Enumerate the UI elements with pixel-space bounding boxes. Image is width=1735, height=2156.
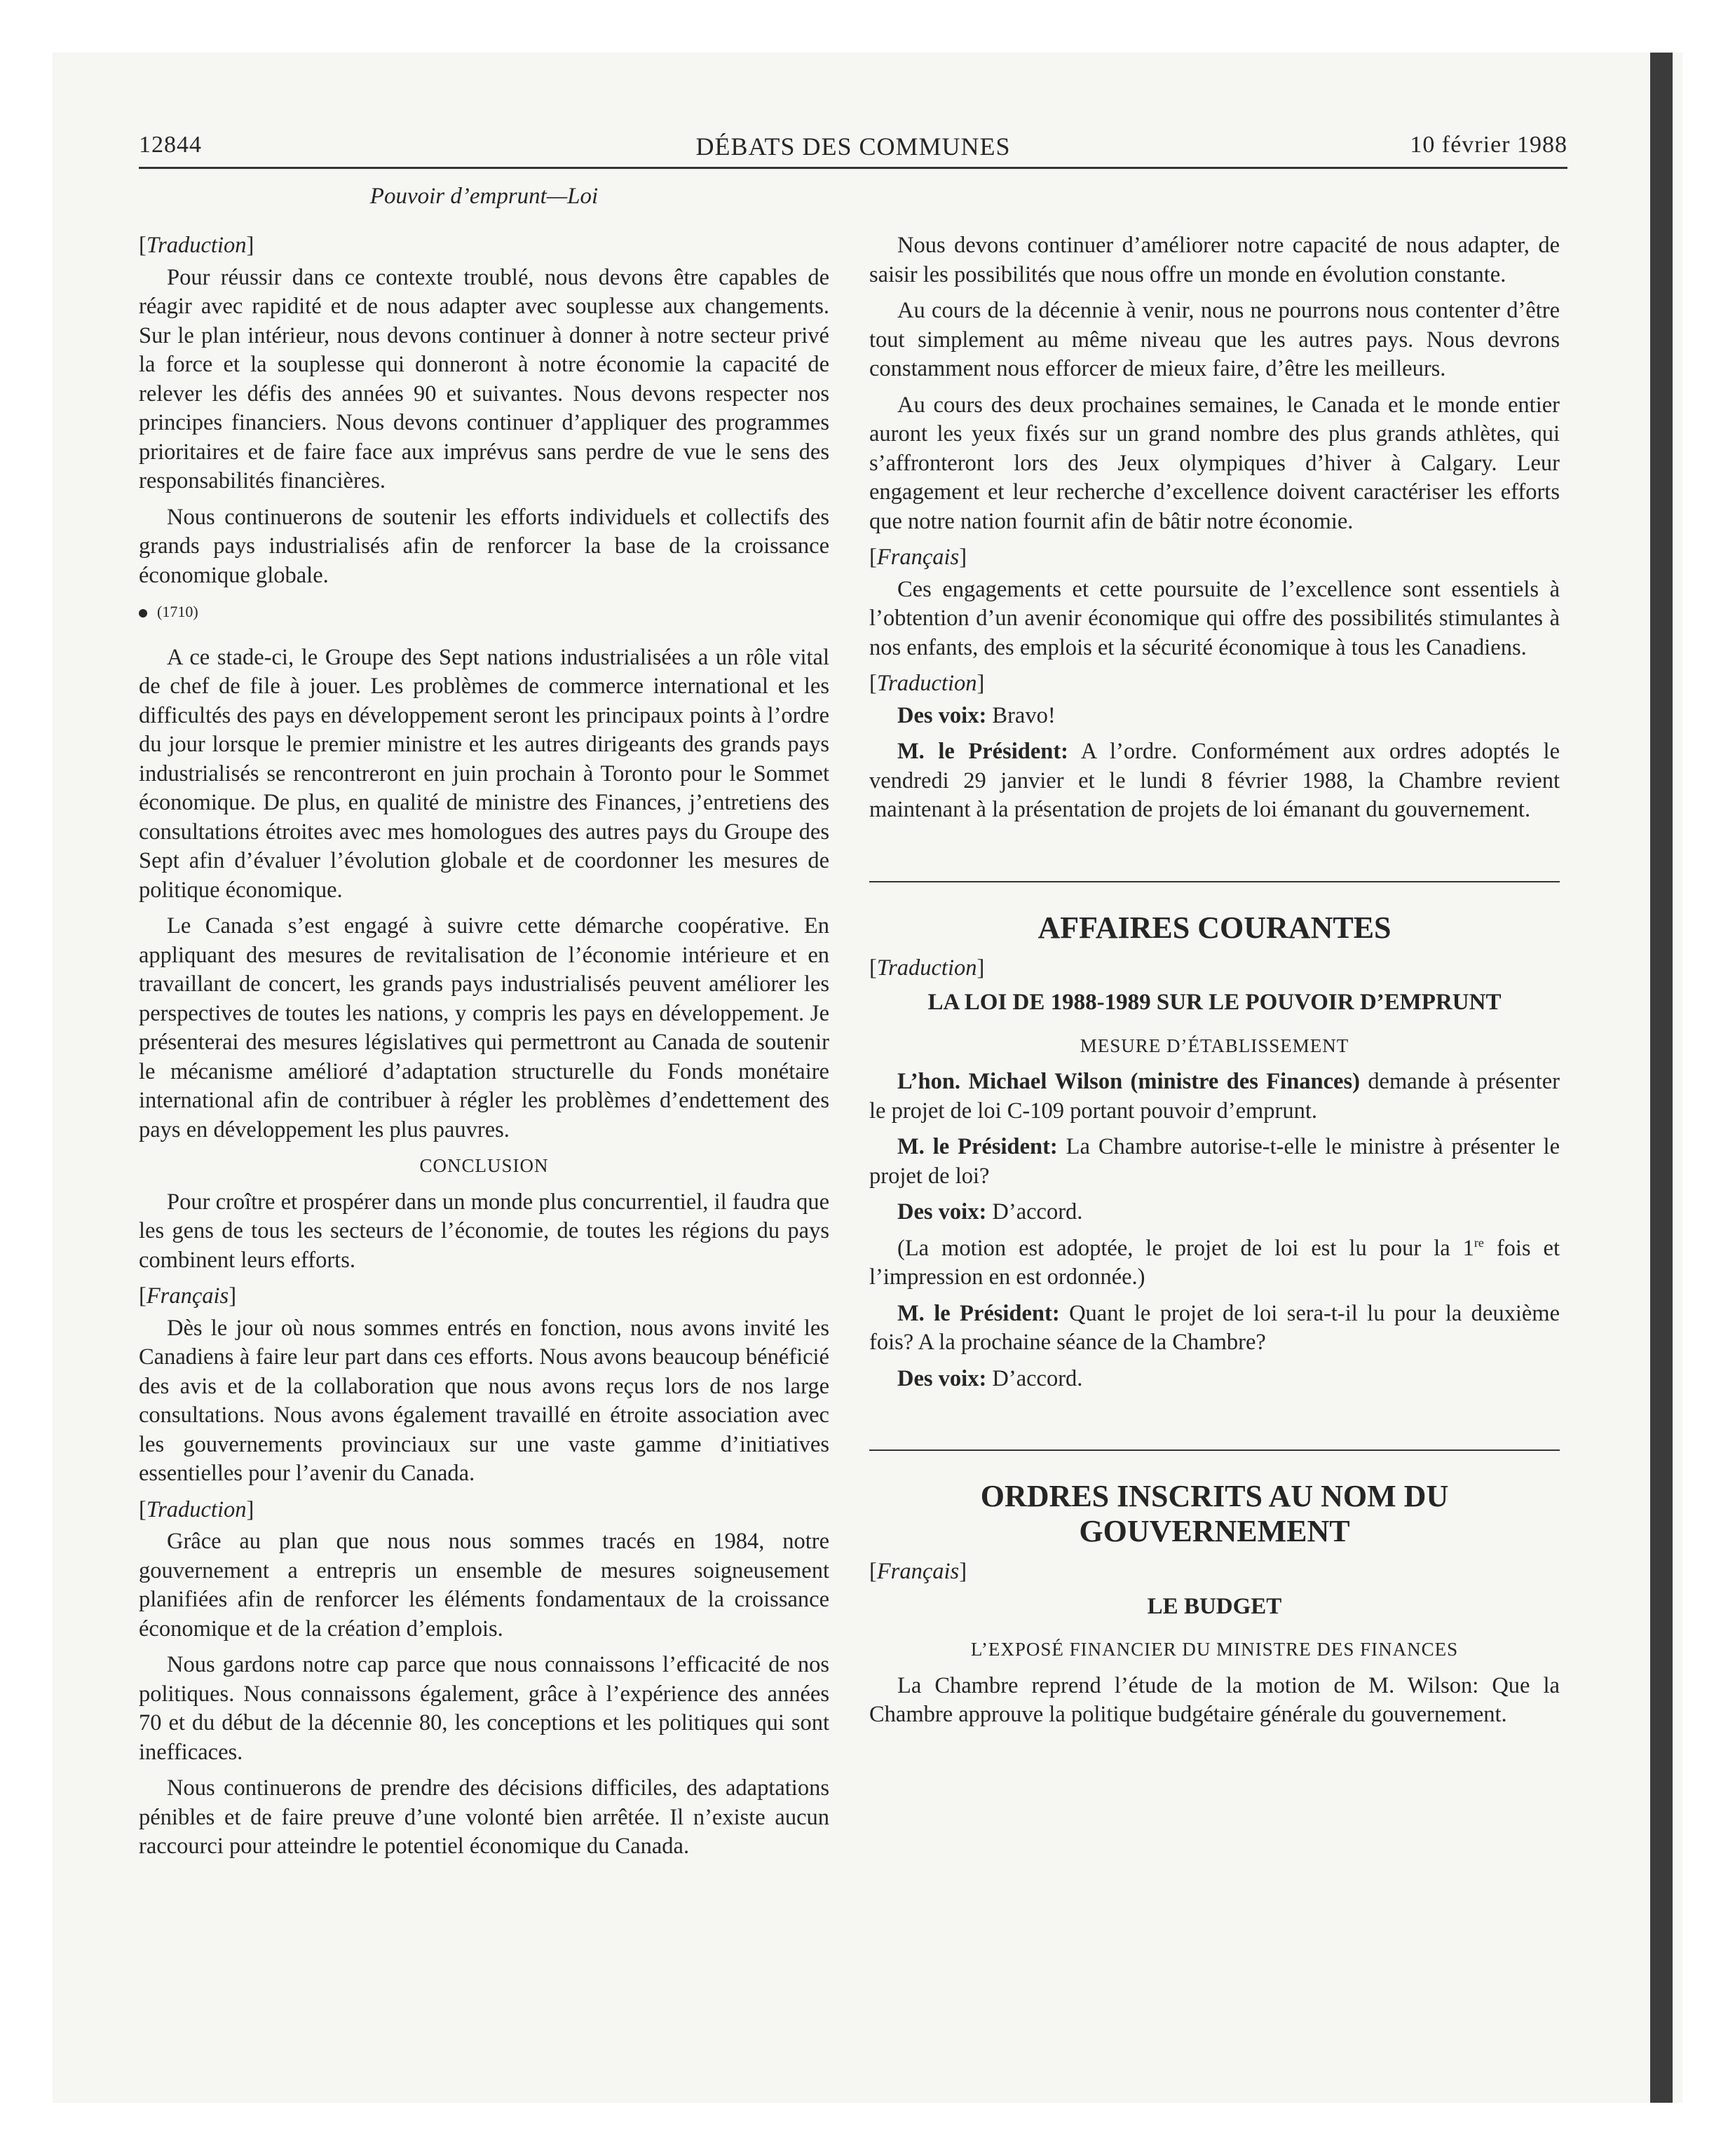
paragraph: Nous continuerons de prendre des décisions difficiles, des adaptations pénibles et de faire preuve d’une volonté bien arrêtée. Il n’existe aucun raccourci pour atteindre le potentiel économique du Canada.	[139, 1775, 829, 1859]
header-rule	[139, 167, 1567, 169]
right-column	[869, 231, 1560, 1737]
bullet-icon	[139, 609, 147, 618]
section-heading: AFFAIRES COURANTES	[1037, 910, 1392, 945]
language-tag: [Français]	[139, 1283, 237, 1309]
page-header	[139, 132, 1567, 167]
time-marker: (1710)	[139, 597, 829, 627]
section-heading: ORDRES INSCRITS AU NOM DU GOUVERNEMENT	[980, 1479, 1449, 1548]
speech: M. le Président: La Chambre autorise-t-elle le ministre à présenter le projet de loi?	[869, 1134, 1560, 1189]
paragraph: Pour réussir dans ce contexte troublé, nous devons être capables de réagir avec rapidité et de nous adapter avec souplesse aux changements. Sur le plan intérieur, nous devons continuer à donner à notre secteur privé la force et la souplesse qui donneront à notre économie la capacité de relever les défis des années 90 et suivantes. Nous devons respecter nos principes financiers. Nous devons continuer d’appliquer des programmes prioritaires et de faire face aux imprévus sans perdre de vue le sens des responsabilités financières.	[139, 264, 829, 493]
left-column	[139, 231, 829, 1869]
running-title: Pouvoir d’emprunt—Loi	[369, 184, 599, 209]
page-number: 12844	[139, 132, 202, 158]
speaker-name: Des voix:	[897, 702, 987, 728]
section-rule	[869, 881, 1560, 882]
section-subheading: CONCLUSION	[419, 1155, 549, 1176]
language-tag: [Français]	[869, 1559, 967, 1584]
speaker-name: M. le Président:	[897, 1300, 1060, 1326]
speech: L’hon. Michael Wilson (ministre des Finances) demande à présenter le projet de loi C-109 portant pouvoir d’emprunt.	[869, 1069, 1560, 1124]
paragraph: A ce stade-ci, le Groupe des Sept nations industrialisées a un rôle vital de chef de file à jouer. Les problèmes de commerce international et les difficultés des pays en développement seront les principaux points à l’ordre du jour lorsque le premier ministre et les autres dirigeants des grands pays industrialisés se rencontreront en juin prochain à Toronto pour le Sommet économique. De plus, en qualité de ministre des Finances, j’entretiens des consultations étroites avec mes homologues des autres pays du Groupe des Sept afin d’évaluer l’évolution globale et de coordonner les mesures de politique économique.	[139, 644, 829, 903]
language-tag: [Traduction]	[869, 955, 985, 981]
language-tag: [Traduction]	[139, 233, 254, 258]
speaker-name: Des voix:	[897, 1365, 987, 1391]
speaker-name: M. le Président:	[897, 739, 1068, 764]
speaker-name: M. le Président:	[897, 1134, 1058, 1159]
paragraph: Dès le jour où nous sommes entrés en fonction, nous avons invité les Canadiens à faire leur part dans ces efforts. Nous avons beaucoup bénéficié des avis et de la collaboration que nous avons reçus lors de nos large consultations. Nous avons également travaillé en étroite association avec les gouvernements provinciaux sur une vaste gamme d’initiatives essentielles pour l’avenir du Canada.	[139, 1315, 829, 1486]
section-subheading: L’EXPOSÉ FINANCIER DU MINISTRE DES FINANCES	[970, 1639, 1459, 1660]
speaker-name: Des voix:	[897, 1199, 987, 1224]
scan-edge-shadow	[1650, 53, 1673, 2103]
budget-title: LE BUDGET	[1147, 1593, 1282, 1619]
speech: Des voix: D’accord.	[897, 1199, 1083, 1224]
paragraph: Nous continuerons de soutenir les efforts individuels et collectifs des grands pays industrialisés afin de renforcer la base de la croissance économique globale.	[139, 504, 829, 588]
speech: M. le Président: A l’ordre. Conformément aux ordres adoptés le vendredi 29 janvier et le lundi 8 février 1988, la Chambre revient maintenant à la présentation de projets de loi émanant du gouvernement.	[869, 739, 1560, 822]
issue-date: 10 février 1988	[1410, 132, 1567, 158]
section-rule	[869, 1449, 1560, 1451]
procedural-note: (La motion est adoptée, le projet de loi est lu pour la 1re fois et l’impression en est ordonnée.)	[869, 1235, 1560, 1290]
paragraph: Nous devons continuer d’améliorer notre capacité de nous adapter, de saisir les possibilités que nous offre un monde en évolution constante.	[869, 233, 1560, 287]
paragraph: Ces engagements et cette poursuite de l’excellence sont essentiels à l’obtention d’un avenir économique qui offre des possibilités stimulantes à nos enfants, des emplois et la sécurité économique à tous les Canadiens.	[869, 576, 1560, 660]
speaker-name: L’hon. Michael Wilson (ministre des Finances)	[897, 1069, 1360, 1094]
paragraph: Le Canada s’est engagé à suivre cette démarche coopérative. En appliquant des mesures de revitalisation de l’économie intérieure et en travaillant de concert, les grands pays industrialisés peuvent améliorer les perspectives de toutes les nations, y compris les pays en développement. Je présenterai des mesures législatives qui permettront au Canada de soutenir le mécanisme amélioré d’adaptation structurelle du Fonds monétaire international afin de contribuer à régler les problèmes d’endettement des pays en développement les plus pauvres.	[139, 913, 829, 1142]
paragraph: Au cours des deux prochaines semaines, le Canada et le monde entier auront les yeux fixés sur un grand nombre des plus grands athlètes, qui s’affronteront lors des Jeux olympiques d’hiver à Calgary. Leur engagement et leur recherche d’excellence doivent caractériser les efforts que notre nation fournit afin de bâtir notre économie.	[869, 392, 1560, 534]
paragraph: Grâce au plan que nous nous sommes tracés en 1984, notre gouvernement a entrepris un ensemble de mesures soigneusement planifiées afin de renforcer les éléments fondamentaux de la croissance économique et de la création d’emplois.	[139, 1529, 829, 1642]
journal-title: DÉBATS DES COMMUNES	[695, 132, 1011, 161]
paragraph: La Chambre reprend l’étude de la motion de M. Wilson: Que la Chambre approuve la politique budgétaire générale du gouvernement.	[869, 1672, 1560, 1727]
paragraph: Pour croître et prospérer dans un monde plus concurrentiel, il faudra que les gens de tous les secteurs de l’économie, de toutes les régions du pays combinent leurs efforts.	[139, 1189, 829, 1273]
language-tag: [Français]	[869, 545, 967, 570]
speech: Des voix: D’accord.	[897, 1365, 1083, 1391]
language-tag: [Traduction]	[869, 671, 985, 696]
paragraph: Au cours de la décennie à venir, nous ne pourrons nous contenter d’être tout simplement au même niveau que les autres pays. Nous devrons constamment nous efforcer de mieux faire, d’être les meilleurs.	[869, 298, 1560, 381]
section-subheading: MESURE D’ÉTABLISSEMENT	[1080, 1035, 1349, 1056]
speech: Des voix: Bravo!	[897, 702, 1056, 728]
language-tag: [Traduction]	[139, 1496, 254, 1522]
paragraph: Nous gardons notre cap parce que nous connaissons l’efficacité de nos politiques. Nous connaissons également, grâce à l’expérience des années 70 et du début de la décennie 80, les conceptions et les politiques qui sont inefficaces.	[139, 1652, 829, 1765]
bill-title: LA LOI DE 1988-1989 SUR LE POUVOIR D’EMPRUNT	[927, 990, 1502, 1015]
speech: M. le Président: Quant le projet de loi sera-t-il lu pour la deuxième fois? A la prochaine séance de la Chambre?	[869, 1300, 1560, 1355]
